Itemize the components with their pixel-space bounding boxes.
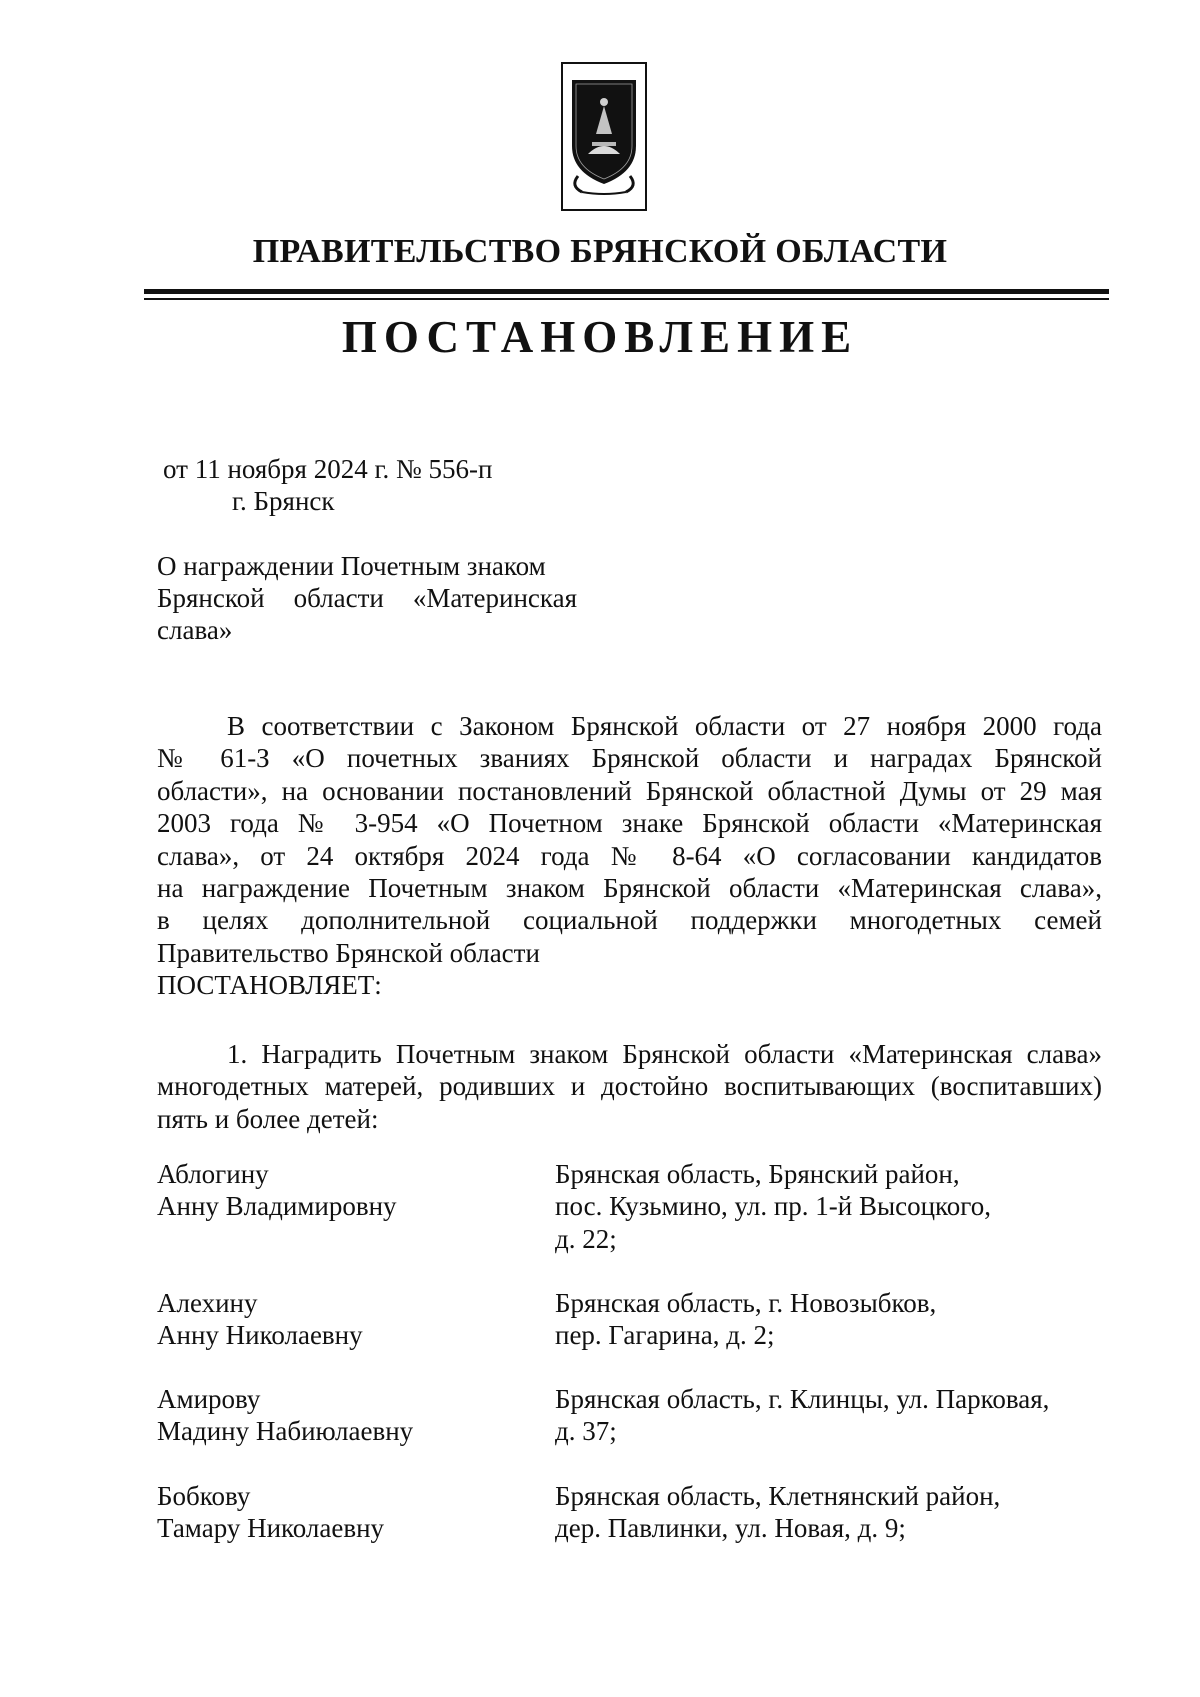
awardee-surname: Алехину (157, 1288, 258, 1318)
awardee-address (555, 1383, 1049, 1448)
header-rule-thin (144, 298, 1109, 300)
awardee-address (555, 1480, 1000, 1545)
preamble-line: В соответствии с Законом Брянской области от 27 ноября 2000 года (227, 711, 1102, 741)
city: г. Брянск (232, 486, 335, 516)
awardee-name (157, 1383, 413, 1448)
awardee-name (157, 1480, 384, 1545)
preamble-line: на награждение Почетным знаком Брянской области «Материнская слава», (157, 873, 1102, 904)
preamble-line: в целях дополнительной социальной поддержки многодетных семей (157, 905, 1102, 936)
preamble-line: области», на основании постановлений Брянской областной Думы от 29 мая (157, 775, 1102, 806)
document-type-title: ПОСТАНОВЛЕНИЕ (341, 312, 859, 362)
item-line: многодетных матерей, родивших и достойно воспитывающих (воспитавших) (157, 1071, 1102, 1102)
address-line: Брянская область, г. Клинцы, ул. Парковая, (555, 1384, 1050, 1414)
coat-of-arms-icon (561, 62, 647, 211)
address-line: пос. Кузьмино, ул. пр. 1-й Высоцкого, (555, 1191, 991, 1222)
subject-line: слава» (157, 615, 233, 645)
address-line: пер. Гагарина, д. 2; (555, 1320, 775, 1351)
awardee-given-names: Тамару Николаевну (157, 1513, 385, 1544)
item-line: пять и более детей: (157, 1103, 379, 1134)
preamble-line: слава», от 24 октября 2024 года № 8-64 «О согласовании кандидатов (157, 840, 1102, 871)
awardee-address (555, 1158, 991, 1255)
header-rule-thick (144, 289, 1109, 294)
address-line: Брянская область, Брянский район, (555, 1159, 960, 1189)
date-and-number: от 11 ноября 2024 г. № 556-п (163, 454, 493, 484)
preamble-paragraph (157, 710, 1102, 1002)
subject-line: О награждении Почетным знаком (157, 551, 546, 581)
preamble-line: № 61-З «О почетных званиях Брянской области и наградах Брянской (157, 743, 1102, 774)
address-line: Брянская область, Клетнянский район, (555, 1481, 1001, 1511)
preamble-line: 2003 года № 3-954 «О Почетном знаке Брянской области «Материнская (157, 808, 1102, 839)
organization-title: ПРАВИТЕЛЬСТВО БРЯНСКОЙ ОБЛАСТИ (252, 233, 948, 270)
awardee-surname: Бобкову (157, 1481, 251, 1511)
resolution-item-1 (157, 1038, 1102, 1135)
address-line: д. 37; (555, 1416, 617, 1447)
document-subject (157, 550, 577, 646)
awardee-given-names: Мадину Набиюлаевну (157, 1416, 414, 1447)
awardee-surname: Амирову (157, 1384, 261, 1414)
preamble-line: Правительство Брянской области (157, 937, 540, 968)
resolution-keyword: ПОСТАНОВЛЯЕТ: (157, 970, 382, 1001)
awardee-name (157, 1158, 397, 1223)
awardee-given-names: Анну Владимировну (157, 1191, 397, 1222)
awardee-address (555, 1287, 936, 1352)
awardee-surname: Аблогину (157, 1159, 269, 1189)
address-line: дер. Павлинки, ул. Новая, д. 9; (555, 1513, 906, 1544)
item-line: 1. Наградить Почетным знаком Брянской области «Материнская слава» (227, 1039, 1102, 1069)
subject-line: Брянской области «Материнская (157, 583, 577, 613)
awardee-name (157, 1287, 363, 1352)
emblem-graphic (568, 76, 640, 196)
address-line: Брянская область, г. Новозыбков, (555, 1288, 937, 1318)
address-line: д. 22; (555, 1223, 617, 1254)
awardee-given-names: Анну Николаевну (157, 1320, 363, 1351)
